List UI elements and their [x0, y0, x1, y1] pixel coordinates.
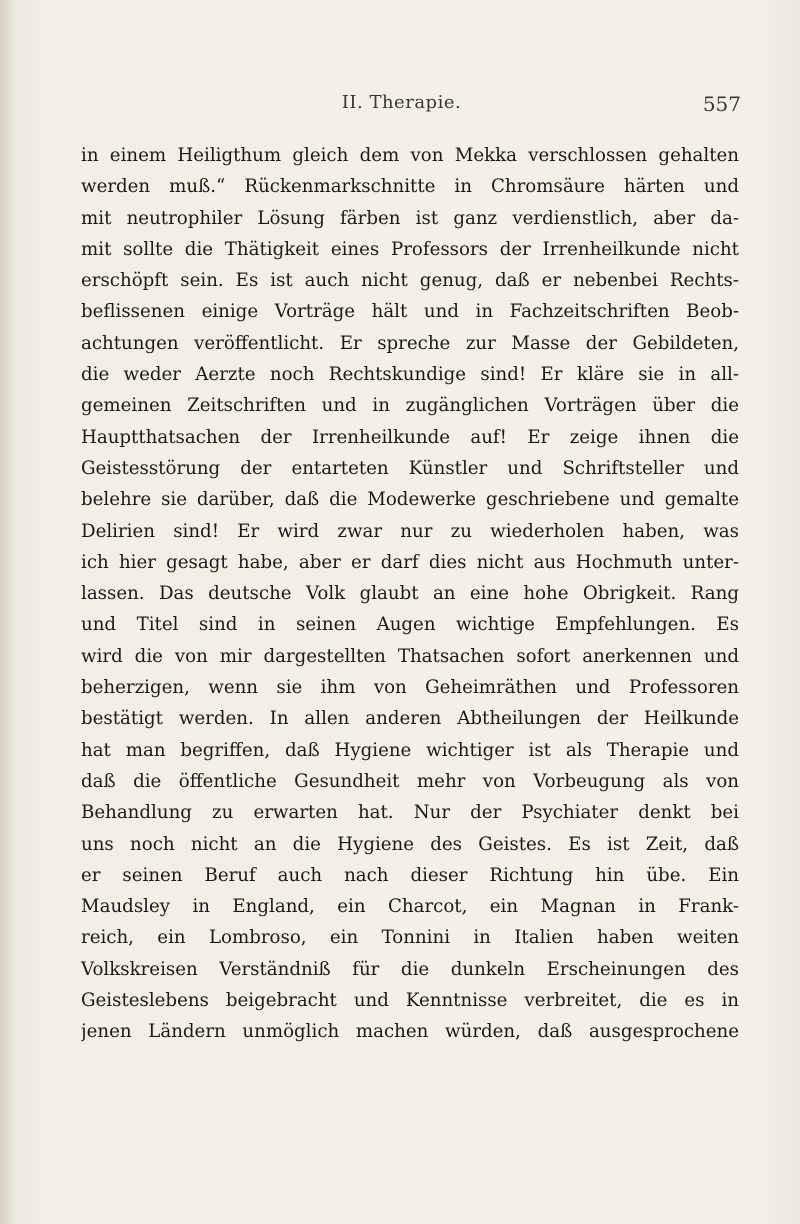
text-line: Behandlung zu erwarten hat. Nur der Psychiater denkt bei: [81, 802, 739, 824]
text-line: werden muß.“ Rückenmarkschnitte in Chromsäure härten und: [81, 176, 739, 198]
text-line: daß die öffentliche Gesundheit mehr von Vorbeugung als von: [81, 770, 739, 792]
text-line: bestätigt werden. In allen anderen Abtheilungen der Heilkunde: [81, 708, 739, 730]
text-line: Maudsley in England, ein Charcot, ein Magnan in Frank-: [81, 896, 739, 918]
text-line: belehre sie darüber, daß die Modewerke geschriebene und gemalte: [81, 489, 739, 511]
text-line: erschöpft sein. Es ist auch nicht genug, daß er nebenbei Rechts-: [81, 270, 739, 292]
text-line: uns noch nicht an die Hygiene des Geistes. Es ist Zeit, daß: [81, 833, 739, 855]
text-line: hat man begriffen, daß Hygiene wichtiger ist als Therapie und: [81, 739, 739, 761]
text-line: beherzigen, wenn sie ihm von Geheimräthen und Professoren: [81, 677, 739, 699]
text-line: Geistesstörung der entarteten Künstler und Schriftsteller und: [81, 457, 739, 479]
text-line: Delirien sind! Er wird zwar nur zu wiederholen haben, was: [81, 520, 739, 542]
text-line: reich, ein Lombroso, ein Tonnini in Italien haben weiten: [81, 927, 739, 949]
text-line: lassen. Das deutsche Volk glaubt an eine hohe Obrigkeit. Rang: [81, 583, 739, 605]
text-line: achtungen veröffentlicht. Er spreche zur Masse der Gebildeten,: [81, 332, 739, 354]
text-line: beflissenen einige Vorträge hält und in Fachzeitschriften Beob-: [81, 301, 739, 323]
page-number: 557: [702, 92, 741, 116]
running-title: II. Therapie.: [341, 92, 462, 113]
text-line: die weder Aerzte noch Rechtskundige sind! Er kläre sie in all-: [81, 364, 739, 386]
text-line: Volkskreisen Verständniß für die dunkeln Erscheinungen des: [81, 958, 739, 980]
text-line: und Titel sind in seinen Augen wichtige Empfehlungen. Es: [81, 614, 739, 636]
text-line: er seinen Beruf auch nach dieser Richtung hin übe. Ein: [81, 864, 739, 886]
page-gutter-shadow: [0, 0, 14, 1224]
text-line: mit sollte die Thätigkeit eines Professors der Irrenheilkunde nicht: [81, 238, 739, 260]
text-line: in einem Heiligthum gleich dem von Mekka verschlossen gehalten: [81, 145, 739, 166]
text-line: Hauptthatsachen der Irrenheilkunde auf! Er zeige ihnen die: [81, 426, 739, 448]
text-line: ich hier gesagt habe, aber er darf dies nicht aus Hochmuth unter-: [81, 551, 739, 573]
text-line: gemeinen Zeitschriften und in zugänglichen Vorträgen über die: [81, 395, 739, 417]
body-text: [81, 140, 739, 1048]
running-head: [60, 92, 743, 122]
text-line: wird die von mir dargestellten Thatsachen sofort anerkennen und: [81, 645, 739, 667]
text-line: jenen Ländern unmöglich machen würden, daß ausgesprochene: [81, 1021, 739, 1043]
text-line: Geisteslebens beigebracht und Kenntnisse verbreitet, die es in: [81, 990, 739, 1012]
text-line: mit neutrophiler Lösung färben ist ganz verdienstlich, aber da-: [81, 207, 739, 229]
